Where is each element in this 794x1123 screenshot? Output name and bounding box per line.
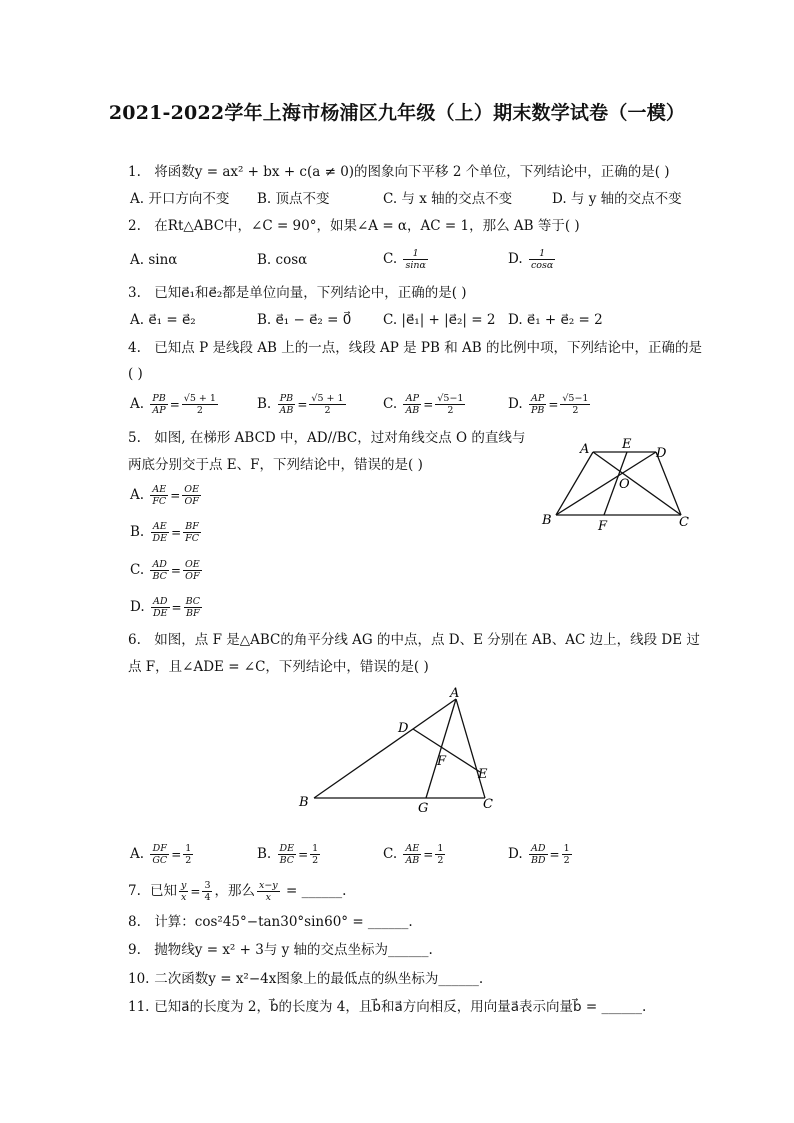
numerator: AD (531, 843, 546, 854)
numerator: 1 (539, 248, 546, 259)
option-label: A. (130, 487, 145, 503)
fraction (435, 843, 445, 866)
numerator: BF (185, 521, 199, 532)
label-d: D (398, 721, 409, 736)
label-a: A (580, 442, 590, 457)
equals-sign: = (423, 847, 434, 862)
numerator: 1 (312, 843, 319, 854)
fraction (183, 559, 202, 582)
option-d: D. e⃗₁ + e⃗₂ = 2 (508, 312, 603, 328)
denominator: 2 (185, 855, 192, 866)
question-text: 已知e⃗₁和e⃗₂都是单位向量，下列结论中，正确的是( ) (154, 285, 467, 301)
option-label: B. (257, 846, 272, 862)
page-title: 2021-2022学年上海市杨浦区九年级（上）期末数学试卷（一模） (108, 102, 686, 124)
question-2 (128, 216, 580, 236)
option-d (508, 248, 557, 271)
option-d: D. 与 y 轴的交点不变 (552, 191, 682, 207)
fraction (183, 521, 201, 544)
denominator: FC (152, 496, 167, 507)
fraction (278, 843, 297, 866)
denominator: 2 (312, 855, 319, 866)
fraction (562, 843, 572, 866)
option-b: B. 顶点不变 (257, 191, 330, 207)
option-label: C. (383, 251, 398, 267)
option-b (130, 521, 203, 544)
question-number: 4. (128, 340, 141, 356)
question-text: 已知点 P 是线段 AB 上的一点，线段 AP 是 PB 和 AB 的比例中项，下列结论中，正确的是 (154, 340, 702, 356)
label-c: C (483, 797, 493, 812)
fraction (309, 393, 345, 416)
segment-ab (556, 452, 593, 515)
option-a: A. e⃗₁ = e⃗₂ (130, 312, 196, 328)
question-number: 9. (128, 942, 141, 958)
fraction (529, 248, 555, 271)
question-4 (128, 338, 702, 358)
label-d: D (656, 446, 667, 461)
option-label: D. (508, 846, 523, 862)
triangle-figure (290, 682, 510, 818)
label-f: F (598, 519, 608, 534)
fraction (150, 393, 167, 416)
option-label: B. (257, 396, 272, 412)
question-text: 在Rt△ABC中，∠C = 90°，如果∠A = α，AC = 1，那么 AB 等于( ) (154, 218, 580, 234)
fraction (150, 484, 168, 507)
question-7 (128, 880, 346, 903)
equals-sign: = (169, 397, 180, 412)
question-text: 计算：cos²45°−tan30°sin60° = ______. (154, 914, 413, 930)
numerator: AE (405, 843, 420, 854)
option-c (130, 559, 204, 582)
numerator: AE (152, 484, 167, 495)
denominator: 2 (437, 855, 444, 866)
question-3 (128, 283, 467, 303)
question-number: 5. (128, 430, 141, 446)
question-number: 10. (128, 971, 150, 987)
numerator: y (181, 880, 187, 891)
numerator: √5 + 1 (311, 393, 344, 404)
numerator: PB (279, 393, 294, 404)
numerator: AD (152, 596, 168, 607)
equals-sign: = (171, 847, 182, 862)
fraction (179, 880, 188, 903)
question-6-line-2: 点 F，且∠ADE = ∠C，下列结论中，错误的是( ) (128, 659, 429, 675)
denominator: AP (150, 404, 167, 416)
numerator: √5−1 (562, 393, 589, 404)
fraction (529, 393, 546, 416)
option-a: A. 开口方向不变 (130, 191, 230, 207)
equals-sign: = (298, 847, 309, 862)
option-c (383, 248, 430, 271)
numerator: PB (152, 393, 166, 404)
fraction (202, 880, 212, 903)
option-b: B. e⃗₁ − e⃗₂ = 0⃗ (257, 312, 352, 328)
denominator: BC (278, 854, 297, 866)
label-a: A (450, 686, 460, 701)
question-number: 11. (128, 999, 150, 1015)
label-g: G (418, 801, 429, 816)
numerator: 1 (412, 248, 419, 259)
option-label: D. (130, 599, 145, 615)
question-10 (128, 969, 483, 989)
denominator: AB (405, 405, 420, 416)
question-text: 将函数y = ax² + bx + c(a ≠ 0)的图象向下平移 2 个单位，下列结论中，正确的是( ) (154, 164, 670, 180)
denominator: PB (530, 405, 545, 416)
denominator: GC (152, 855, 168, 866)
question-text: 如图，点 F 是△ABC的角平分线 AG 的中点，点 D、E 分别在 AB、AC 边上，线段 DE 过 (154, 632, 700, 648)
question-5-line-2: 两底分别交于点 E、F，下列结论中，错误的是( ) (128, 457, 423, 473)
question-text: 抛物线y = x² + 3与 y 轴的交点坐标为______. (154, 942, 433, 958)
option-a (130, 484, 203, 507)
option-label: D. (508, 251, 523, 267)
question-1 (128, 162, 670, 182)
question-5 (128, 428, 525, 448)
option-label: D. (508, 396, 523, 412)
option-d (508, 393, 592, 416)
fraction (151, 521, 170, 544)
fraction (182, 484, 201, 507)
option-label: C. (383, 846, 398, 862)
label-e: E (478, 767, 488, 782)
denominator: FC (185, 533, 200, 544)
fraction (182, 393, 218, 416)
equals-sign: = (170, 563, 181, 578)
denominator: DE (152, 533, 168, 544)
fraction (403, 843, 421, 866)
fraction (403, 248, 427, 271)
denominator: 4 (204, 892, 211, 903)
option-label: C. (130, 562, 145, 578)
fraction (184, 596, 202, 619)
fraction (435, 393, 465, 416)
option-c: C. |e⃗₁| + |e⃗₂| = 2 (383, 312, 496, 328)
question-number: 6. (128, 632, 141, 648)
question-11 (128, 997, 646, 1017)
numerator: AP (530, 393, 545, 404)
fraction (310, 843, 320, 866)
option-b: B. cosα (257, 252, 308, 268)
option-b (257, 393, 348, 416)
fraction (183, 843, 193, 866)
fraction (278, 393, 296, 416)
question-text: = ______. (281, 883, 347, 899)
numerator: 1 (437, 843, 444, 854)
numerator: AE (152, 521, 167, 532)
question-4-line-2: ( ) (128, 366, 143, 382)
denominator: x (179, 891, 188, 903)
equals-sign: = (548, 397, 559, 412)
option-c: C. 与 x 轴的交点不变 (383, 191, 513, 207)
numerator: BC (185, 596, 200, 607)
option-a (130, 393, 220, 416)
question-text: ，那么 (214, 883, 255, 899)
label-c: C (679, 515, 689, 530)
question-6 (128, 630, 700, 650)
question-9 (128, 940, 433, 960)
label-o: O (619, 477, 630, 492)
equals-sign: = (549, 847, 560, 862)
denominator: 2 (182, 404, 218, 416)
question-number: 8. (128, 914, 141, 930)
denominator: BF (184, 607, 202, 619)
denominator: sinα (405, 260, 426, 271)
denominator: OF (183, 570, 202, 582)
equals-sign: = (297, 397, 308, 412)
numerator: DE (279, 843, 295, 854)
segment-ag (426, 699, 456, 798)
equals-sign: = (190, 884, 201, 899)
option-label: C. (383, 396, 398, 412)
question-text: 已知 (150, 883, 177, 899)
numerator: √5−1 (437, 393, 464, 404)
question-number: 2. (128, 218, 141, 234)
numerator: √5 + 1 (183, 393, 216, 404)
denominator: AB (279, 405, 294, 416)
question-8 (128, 912, 413, 932)
fraction (151, 596, 170, 619)
denominator: 2 (435, 404, 465, 416)
numerator: DF (152, 843, 167, 854)
option-label: A. (130, 396, 145, 412)
numerator: x−y (258, 880, 278, 891)
denominator: 2 (309, 404, 345, 416)
denominator: BC (150, 570, 168, 582)
fraction (403, 393, 421, 416)
option-a: A. sinα (130, 252, 178, 268)
equals-sign: = (170, 488, 181, 503)
segment-de (413, 729, 480, 772)
equals-sign: = (171, 600, 182, 615)
label-b: B (299, 795, 309, 810)
fraction (150, 559, 168, 582)
numerator: 3 (204, 880, 211, 891)
numerator: OE (184, 484, 200, 495)
fraction (150, 843, 169, 866)
question-number: 7. (128, 883, 141, 899)
option-d (508, 843, 574, 866)
segment-ab (314, 699, 456, 798)
numerator: AD (152, 559, 167, 570)
fraction (560, 393, 590, 416)
numerator: 1 (185, 843, 192, 854)
numerator: OE (184, 559, 200, 570)
segment-ac (456, 699, 485, 798)
option-label: A. (130, 846, 145, 862)
denominator: AB (405, 855, 420, 866)
denominator: DE (152, 608, 168, 619)
denominator: cosα (530, 260, 554, 271)
question-text: 已知a⃗的长度为 2，b⃗的长度为 4，且b⃗和a⃗方向相反，用向量a⃗表示向量b⃗ = ______. (154, 999, 647, 1015)
equals-sign: = (171, 525, 182, 540)
denominator: x (257, 891, 280, 903)
numerator: AP (405, 393, 419, 404)
denominator: 2 (563, 855, 570, 866)
question-number: 3. (128, 285, 141, 301)
question-text: 二次函数y = x²−4x图象上的最低点的纵坐标为______. (154, 971, 484, 987)
option-d (130, 596, 204, 619)
option-label: B. (130, 524, 145, 540)
fraction (257, 880, 280, 903)
numerator: 1 (563, 843, 570, 854)
label-e: E (622, 437, 632, 452)
trapezoid-figure (535, 432, 705, 536)
denominator: BD (530, 855, 546, 866)
option-b (257, 843, 322, 866)
label-b: B (542, 513, 552, 528)
equals-sign: = (423, 397, 434, 412)
denominator: 2 (560, 404, 590, 416)
question-text: 如图, 在梯形 ABCD 中，AD//BC，过对角线交点 O 的直线与 (154, 430, 526, 446)
option-c (383, 393, 467, 416)
fraction (529, 843, 548, 866)
denominator: OF (182, 495, 201, 507)
label-f: F (437, 754, 447, 769)
option-c (383, 843, 447, 866)
option-a (130, 843, 195, 866)
question-number: 1. (128, 164, 141, 180)
